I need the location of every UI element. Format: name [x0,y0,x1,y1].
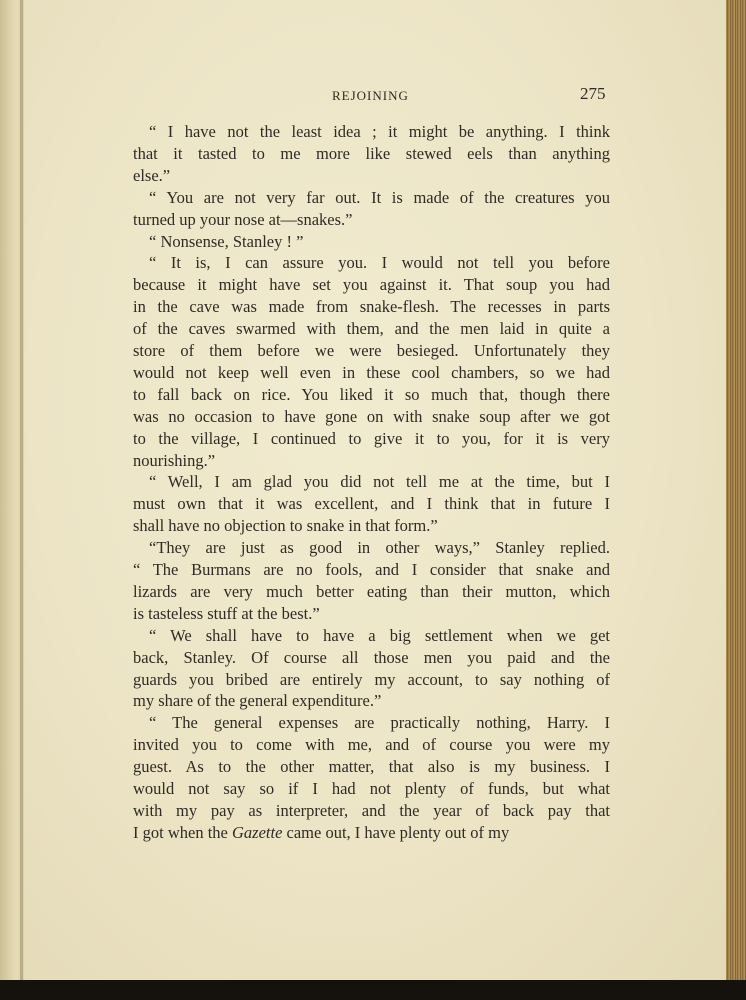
text-span: I got when the [133,822,232,842]
text-line: guards you bribed are entirely my account, to say nothing of [133,669,610,689]
text-line: was no occasion to have gone on with snake soup after we got [133,406,610,426]
text-line: store of them before we were besieged. Unfortunately they [133,341,610,360]
book-page-edges [726,0,746,985]
text-line [133,822,610,844]
text-line: nourishing.” [133,450,216,470]
text-line: would not say so if I had not plenty of funds, but what [133,779,610,798]
text-line: “ Nonsense, Stanley ! ” [149,231,304,251]
text-line: “ I have not the least idea ; it might be anything. I think [149,122,610,141]
text-span: came out, I have plenty out of my [282,822,510,842]
text-line: that it tasted to me more like stewed eels than anything [133,143,610,163]
text-line: “ It is, I can assure you. I would not tell you before [149,253,610,273]
text-line: “They are just as good in other ways,” Stanley replied. [149,538,610,558]
text-line: lizards are very much better eating than their mutton, which [133,581,610,601]
text-line: “ The general expenses are practically nothing, Harry. I [149,713,610,733]
page-number: 275 [580,84,606,103]
text-line: with my pay as interpreter, and the year of back pay that [133,800,610,820]
text-line: to the village, I continued to give it to you, for it is very [133,428,610,448]
text-line: guest. As to the other matter, that also is my business. I [133,757,610,777]
scan-bottom-border [0,980,746,1000]
text-line: is tasteless stuff at the best.” [133,603,320,623]
text-line: else.” [133,165,171,185]
text-line: of the caves swarmed with them, and the men laid in quite a [133,319,610,339]
text-line: because it might have set you against it. That soup you had [133,275,610,295]
newspaper-title: Gazette [231,822,283,842]
text-line: “ You are not very far out. It is made of the creatures you [149,187,610,207]
text-line: to fall back on rice. You liked it so much that, though there [133,384,610,404]
text-line: “ We shall have to have a big settlement when we get [149,625,610,645]
text-line: my share of the general expenditure.” [133,691,382,711]
text-line: would not keep well even in these cool chambers, so we had [133,362,610,382]
text-line: must own that it was excellent, and I think that in future I [133,494,610,514]
text-line: turned up your nose at—snakes.” [133,209,353,229]
text-line: invited you to come with me, and of course you were my [133,735,610,755]
facing-page-edge [0,0,26,985]
text-line: shall have no objection to snake in that form.” [133,516,438,536]
text-line: “ Well, I am glad you did not tell me at the time, but I [149,472,610,492]
text-line: in the cave was made from snake-flesh. The recesses in parts [133,297,610,317]
text-line: back, Stanley. Of course all those men you paid and the [133,647,610,667]
text-line: “ The Burmans are no fools, and I consider that snake and [133,560,610,579]
running-head: REJOINING [332,88,409,103]
